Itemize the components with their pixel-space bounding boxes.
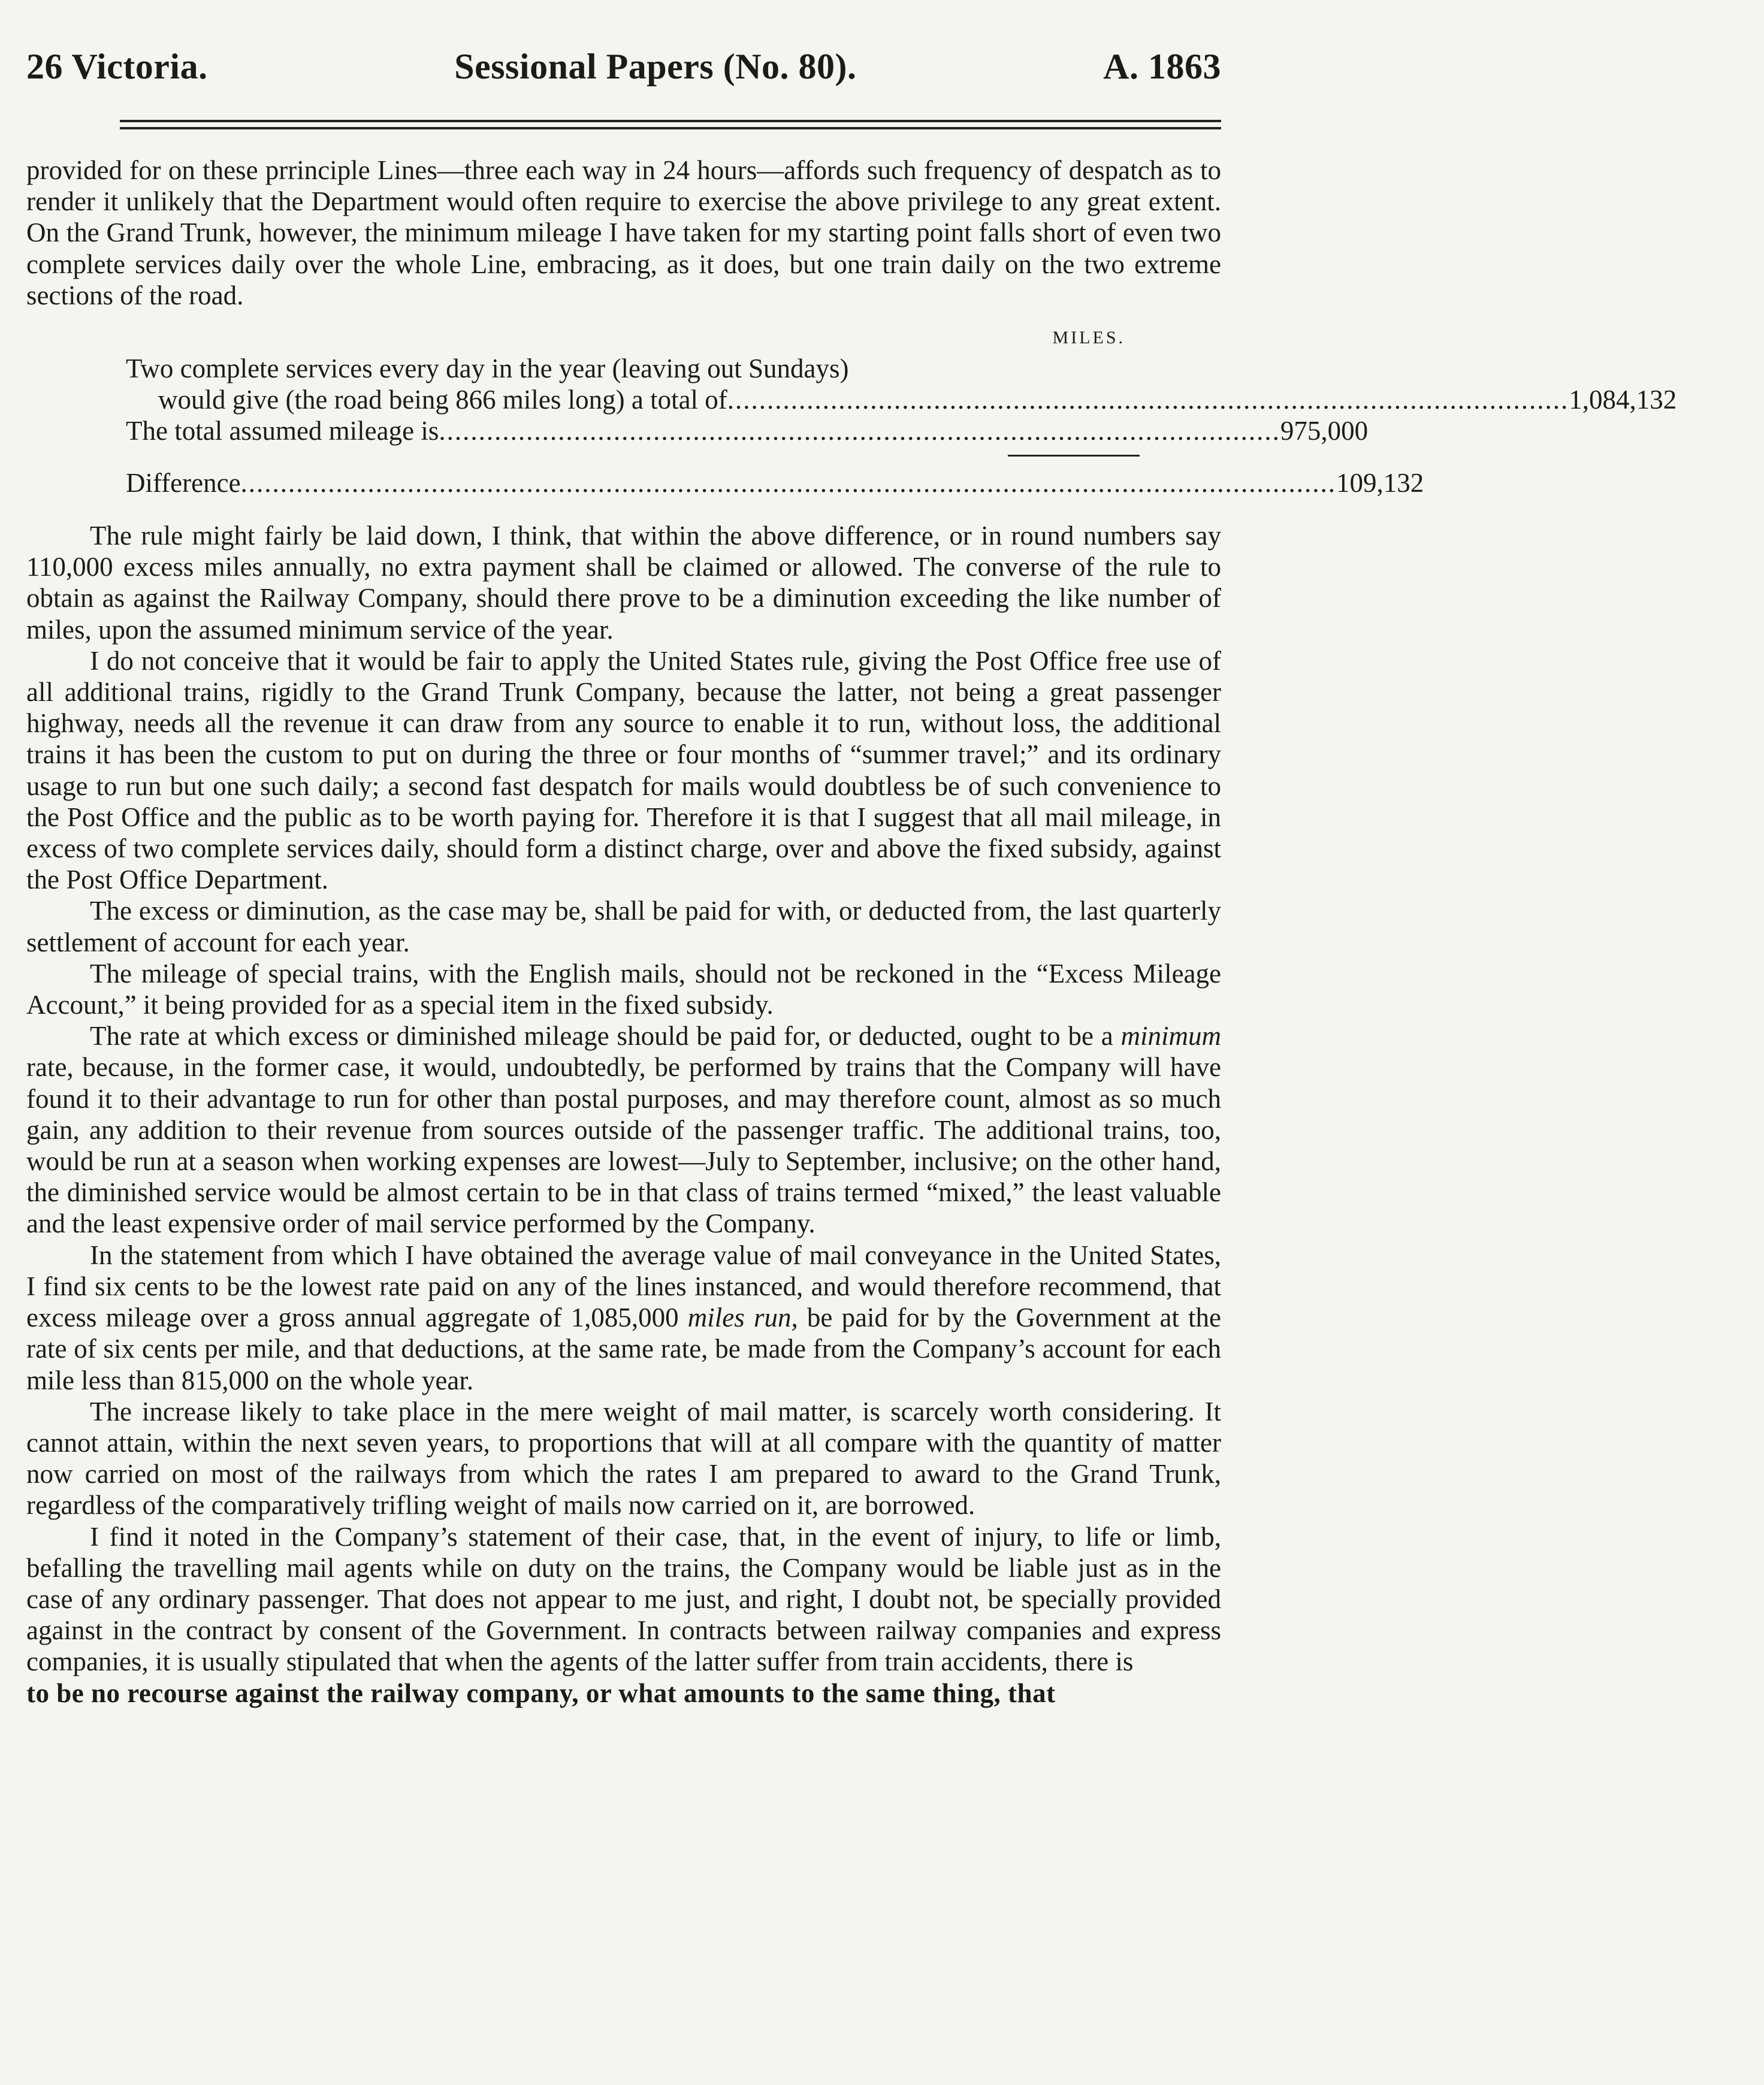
text-span: rate, because, in the former case, it would, undoubtedly, be performed by trains that the Company will have found it to their advantage to run for other than postal purposes, and may therefore count, almost as so much gain, any addition to their revenue from sources outside of the passenger traffic. The additional trains, too, would be run at a season when working expenses are lowest—July to September, inclusive; on the other hand, the diminished service would be almost certain to be in that class of trains termed “mixed,” the least valuable and the least expensive order of mail service performed by the Company. [26,1052,1221,1239]
paragraph-mail-weight: The increase likely to take place in the mere weight of mail matter, is scarcely worth considering. It cannot attain, within the next seven years, to proportions that will at all compare with the quantity of matter now carried on most of the railways from which the rates I am prepared to award to the Grand Trunk, regardless of the comparatively trifling weight of mails now carried on it, are borrowed. [26,1396,1221,1521]
intro-paragraph: provided for on these prrinciple Lines—three each way in 24 hours—affords such frequency of despatch as to render it unlikely that the Department would often require to exercise the above privilege to any great extent. On the Grand Trunk, however, the minimum mileage I have taken for my starting point falls short of even two complete services daily over the whole Line, embracing, as it does, but one train daily on the two extreme sections of the road. [26,155,1221,310]
row3-value: 109,132 [1336,467,1424,498]
leader-dots: .......................................................................................................... [727,384,1569,415]
row1-value: 1,084,132 [1569,384,1677,415]
sum-rule [1008,455,1140,457]
miles-column-header: MILES. [1052,328,1125,348]
header-rule-bottom [120,127,1221,129]
text-span: be paid for by the Government at the rate of six cents per mile, and that deductions, at the same rate, be made from the Company’s account for each mile less than 815,000 on the whole year. [26,1303,1221,1395]
header-rule-top [120,120,1221,122]
paragraph-special-trains: The mileage of special trains, with the English mails, should not be reckoned in the “Excess Mileage Account,” it being provided for as a special item in the fixed subsidy. [26,958,1221,1020]
header-title: Sessional Papers (No. 80). [454,47,857,86]
leader-dots: .......................................................................................................................................... [240,467,1337,498]
row1-label-line1: Two complete services every day in the year (leaving out Sundays) [126,353,849,383]
paragraph-last-line: to be no recourse against the railway company, or what amounts to the same thing, that [26,1678,1056,1708]
emphasis-miles-run: miles run, [687,1303,798,1333]
page-header [26,34,1221,87]
table-row-assumed [26,415,1369,446]
table-row-services [26,384,1677,415]
header-year: A. 1863 [1103,47,1221,86]
body-text [26,155,1677,1709]
paragraph-rule: The rule might fairly be laid down, I think, that within the above difference, or in round numbers say 110,000 excess miles annually, no extra payment shall be claimed or allowed. The converse of the rule to obtain as against the Railway Company, should there prove to be a diminution exceeding the like number of miles, upon the assumed minimum service of the year. [26,521,1221,645]
paragraph-injury: I find it noted in the Company’s statement of their case, that, in the event of injury, to life or limb, befalling the travelling mail agents while on duty on the trains, the Company would be liable just as in the case of any ordinary passenger. That does not appear to me just, and right, I doubt not, be specially provided against in the contract by consent of the Government. In contracts between railway companies and express companies, it is usually stipulated that when the agents of the latter suffer from train accidents, there is [26,1521,1221,1677]
paragraph-excess-settlement: The excess or diminution, as the case may be, shall be paid for with, or deducted from, the last quarterly settlement of account for each year. [26,896,1221,957]
emphasis-minimum: minimum [1120,1021,1221,1051]
table-row-difference [26,467,1424,498]
paragraph-united-states-rule: I do not conceive that it would be fair to apply the United States rule, giving the Post Office free use of all additional trains, rigidly to the Grand Trunk Company, because the latter, not being a great passenger highway, needs all the revenue it can draw from any source to enable it to run, without loss, the additional trains it has been the custom to put on during the three or four months of “summer travel;” and its ordinary usage to run but one such daily; a second fast despatch for mails would doubtless be of such convenience to the Post Office and the public as to be worth paying for. Therefore it is that I suggest that all mail mileage, in excess of two complete services daily, should form a distinct charge, over and above the fixed subsidy, against the Post Office Department. [26,645,1221,895]
mileage-table [26,323,1677,498]
leader-dots: .......................................................................................................... [439,415,1280,446]
header-session: 26 Victoria. [26,47,208,86]
row2-label: The total assumed mileage is [126,415,439,446]
text-span: In the statement from which I have obtained the average value of mail conveyance in the United States, I find six cents to be the lowest rate paid on any of the lines instanced, and would therefore recommend, that excess mileage over a gross annual aggregate of 1,085,000 [26,1240,1221,1333]
text-span: The rate at which excess or diminished mileage should be paid for, or deducted, ought to be a [90,1021,1121,1051]
row2-value: 975,000 [1280,415,1369,446]
paragraph-minimum-rate [26,1020,1221,1239]
row3-label: Difference [126,467,241,498]
row1-label-line2: would give (the road being 866 miles long) a total of [158,384,727,415]
table-row-services-line1 [26,353,1221,384]
paragraph-statement [26,1240,1221,1396]
